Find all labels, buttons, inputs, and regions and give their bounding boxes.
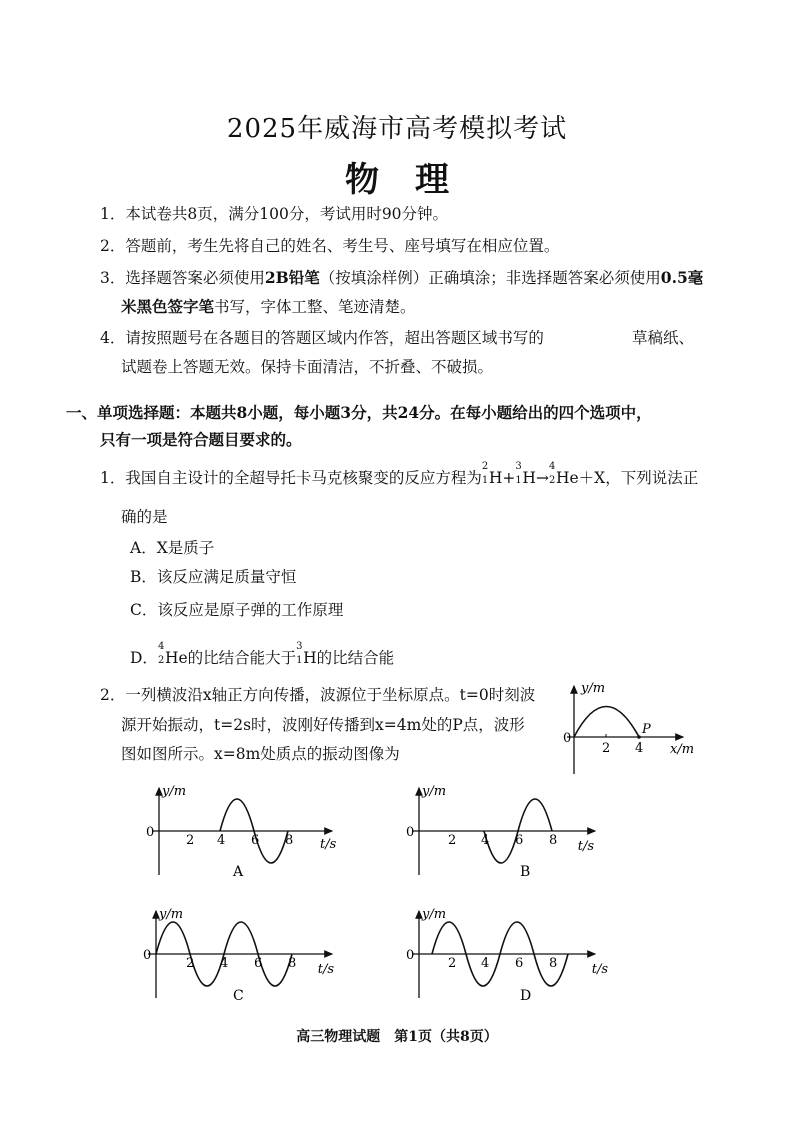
tick-label: 8 — [549, 833, 558, 848]
page-title: 2025年威海市高考模拟考试 — [226, 114, 568, 144]
y-axis-label: y/m — [581, 681, 606, 696]
q1-option-a: A．X是质子 — [130, 539, 215, 557]
option-graph-c — [140, 903, 350, 1008]
x-axis-label: x/m — [670, 742, 695, 757]
atomic-number: 1 — [481, 474, 489, 486]
note-text: 本试卷共8页，满分100分，考试用时90分钟。 — [125, 205, 449, 223]
element-symbol: H — [488, 469, 503, 487]
tick-label: 4 — [481, 956, 490, 971]
note-4-line1 — [100, 326, 544, 348]
tick-label: 6 — [515, 833, 524, 848]
y-axis-label: y/m — [162, 784, 187, 799]
tick-label: 4 — [220, 956, 229, 971]
y-axis-label: y/m — [422, 784, 447, 799]
note-text: 请按照题号在各题目的答题区域内作答，超出答题区域书写的 — [125, 329, 544, 347]
tick-label: 2 — [602, 741, 611, 756]
origin-label: 0 — [406, 948, 415, 963]
tick-label: 6 — [515, 956, 524, 971]
note-number: 4． — [100, 329, 126, 347]
option-label: A — [233, 864, 244, 880]
option-text: He的比结合能大于 — [164, 649, 297, 667]
y-axis-label: y/m — [159, 907, 184, 922]
mass-number: 3 — [515, 460, 522, 472]
tick-label: 8 — [549, 956, 558, 971]
nuclide-tritium — [296, 640, 303, 666]
q1-option-c: C．该反应是原子弹的工作原理 — [130, 601, 344, 619]
q2-stem-line1 — [100, 683, 535, 705]
x-axis-label: t/s — [577, 839, 594, 854]
q2-stem-line2: 源开始振动，t=2s时，波刚好传播到x=4m处的P点，波形 — [121, 716, 525, 734]
q1-option-d — [130, 640, 395, 668]
q2-stem-line3: 图如图所示。x=8m处质点的振动图像为 — [121, 745, 400, 763]
origin-label: 0 — [143, 948, 152, 963]
option-label: B — [520, 864, 531, 880]
origin-label: 0 — [146, 825, 155, 840]
note-text: 书写，字体工整、笔迹清楚。 — [214, 298, 416, 316]
question-text: 一列横波沿x轴正方向传播，波源位于坐标原点。t=0时刻波 — [125, 686, 536, 704]
note-text: 选择题答案必须使用 — [125, 269, 265, 287]
question-number: 1． — [100, 469, 126, 487]
option-graph-a — [140, 780, 350, 880]
tick-label: 4 — [481, 833, 490, 848]
note-text: 答题前，考生先将自己的姓名、考生号、座号填写在相应位置。 — [125, 237, 560, 255]
page-footer: 高三物理试题 第1页（共8页） — [296, 1029, 498, 1045]
mass-number: 2 — [481, 460, 489, 472]
plus-sign: + — [502, 469, 516, 487]
origin-label: 0 — [563, 731, 572, 746]
q1-stem-line2: 确的是 — [121, 508, 168, 526]
subject-title: 物理 — [345, 160, 485, 200]
note-3-line2 — [121, 295, 416, 317]
note-4-line2: 试题卷上答题无效。保持卡面清洁，不折叠、不破损。 — [121, 358, 494, 376]
section-heading-line2: 只有一项是符合题目要求的。 — [100, 430, 302, 449]
option-graph-b — [400, 780, 610, 880]
tick-label: 6 — [251, 833, 260, 848]
waveform-curve — [574, 707, 639, 738]
q1-stem-line1 — [100, 460, 699, 488]
tick-label: 2 — [448, 833, 457, 848]
tick-label: 2 — [186, 833, 195, 848]
mass-number: 3 — [296, 640, 303, 652]
point-p — [637, 735, 641, 739]
q1-option-b: B．该反应满足质量守恒 — [130, 568, 297, 586]
note-bold: 2B铅笔 — [264, 268, 320, 287]
x-axis-label: t/s — [317, 962, 334, 977]
tick-label: 8 — [288, 956, 297, 971]
nuclide-tritium — [515, 460, 522, 486]
x-axis-label: t/s — [591, 962, 608, 977]
tick-label: 2 — [448, 956, 457, 971]
note-1 — [100, 202, 448, 224]
nuclide-deuterium — [481, 460, 489, 486]
atomic-number: 2 — [548, 474, 556, 486]
option-graph-d — [400, 903, 610, 1008]
point-label: P — [642, 722, 651, 737]
tick-label: 4 — [217, 833, 226, 848]
note-bold: 0.5毫 — [660, 268, 704, 287]
origin-label: 0 — [406, 825, 415, 840]
note-4-line1-end: 草稿纸、 — [632, 329, 695, 347]
wave-figure — [555, 676, 705, 776]
section-heading-line1: 一、单项选择题：本题共8小题，每小题3分，共24分。在每小题给出的四个选项中， — [66, 403, 652, 422]
x-axis-label: t/s — [320, 837, 337, 852]
option-text: H的比结合能 — [303, 649, 395, 667]
option-label: C — [233, 988, 244, 1004]
tick-label: 8 — [285, 833, 294, 848]
tick-label: 4 — [635, 741, 644, 756]
note-2 — [100, 234, 559, 256]
note-bold: 米黑色签字笔 — [121, 297, 215, 316]
note-number: 1． — [100, 205, 126, 223]
atomic-number: 1 — [296, 654, 303, 666]
element-symbol: He＋X — [555, 469, 606, 487]
option-label: D — [520, 988, 532, 1004]
nuclide-helium — [548, 460, 556, 486]
element-symbol: H — [522, 469, 536, 487]
option-letter: D． — [130, 649, 158, 667]
note-3-line1 — [100, 266, 703, 288]
atomic-number: 2 — [157, 654, 165, 666]
note-number: 2． — [100, 237, 126, 255]
question-text: 我国自主设计的全超导托卡马克核聚变的反应方程为 — [125, 469, 482, 487]
mass-number: 4 — [157, 640, 165, 652]
reaction-arrow: → — [535, 469, 549, 487]
mass-number: 4 — [548, 460, 556, 472]
question-text: ，下列说法正 — [605, 469, 699, 487]
nuclide-helium — [157, 640, 165, 666]
note-number: 3． — [100, 269, 126, 287]
atomic-number: 1 — [515, 474, 522, 486]
note-text: （按填涂样例）正确填涂；非选择题答案必须使用 — [319, 269, 661, 287]
tick-label: 6 — [254, 956, 263, 971]
tick-label: 2 — [186, 956, 195, 971]
question-number: 2． — [100, 686, 126, 704]
y-axis-label: y/m — [422, 907, 447, 922]
